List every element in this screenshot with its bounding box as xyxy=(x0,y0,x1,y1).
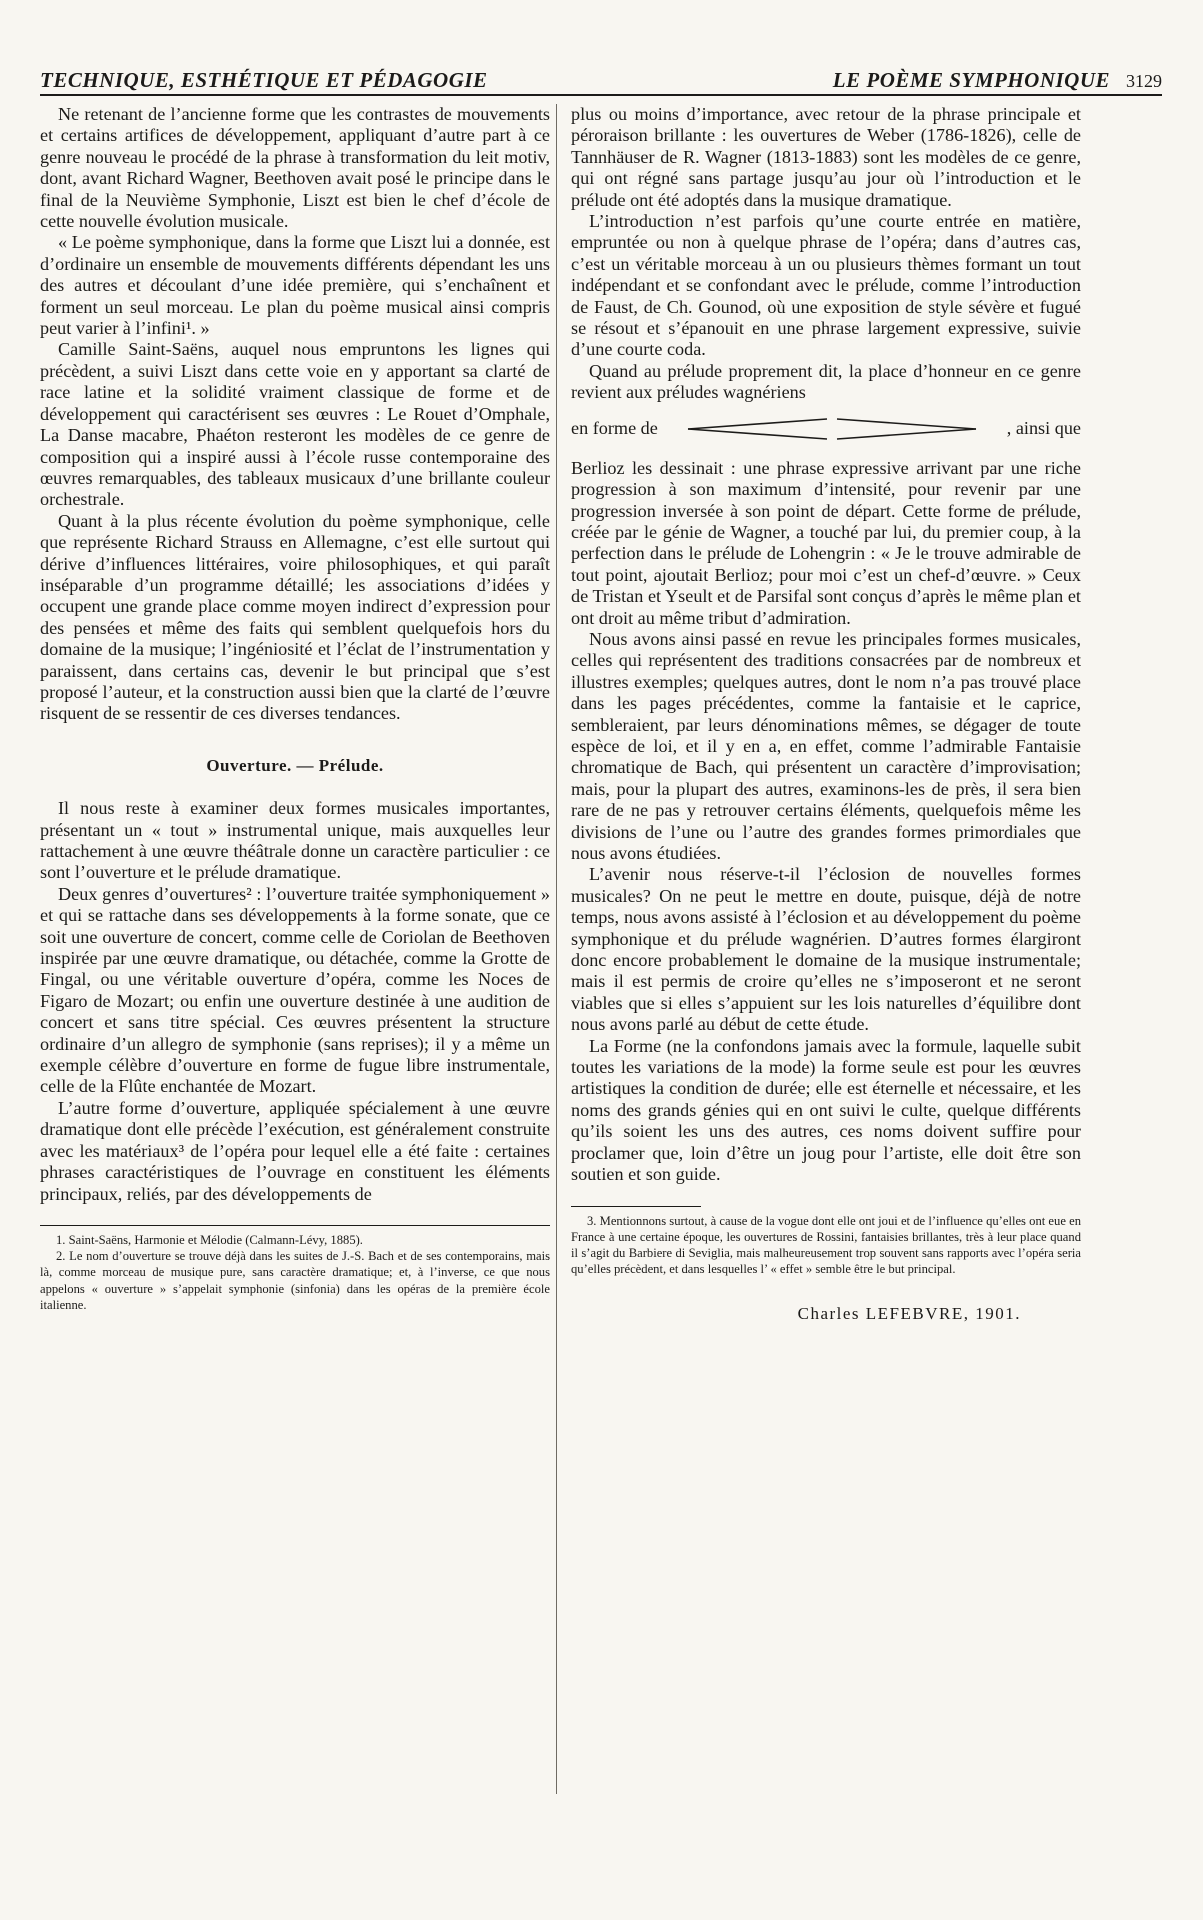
paragraph: Berlioz les dessinait : une phrase expressive arrivant par une riche progression à son maximum d’intensité, pour revenir par une progression inversée à son point de départ. Cette forme de prélude, créée par le génie de Wagner, a touché par lui, du premier coup, à la perfection dans le prélude de Lohengrin : « Je le trouve admirable de tout point, ajoutait Berlioz; pour moi c’est un chef-d’œuvre. » Ceux de Tristan et Yseult et de Parsifal sont conçus d’après le même plan et ont droit au même tribut d’admiration. xyxy=(571,457,1081,628)
footnote-rule xyxy=(571,1206,701,1207)
right-column xyxy=(571,104,1081,1325)
footnote: 1. Saint-Saëns, Harmonie et Mélodie (Calmann-Lévy, 1885). xyxy=(56,1232,363,1247)
paragraph: Quant à la plus récente évolution du poème symphonique, celle que représente Richard Strauss en Allemagne, c’est elle surtout qui dérive d’influences littéraires, voire philosophiques, et qui paraît inséparable d’un programme détaillé; les associations d’idées y occupent une grande place comme moyen indirect d’expression pour des pensées et même des faits qui semblent quelquefois hors du domaine de la musique; l’ingéniosité et l’éclat de l’instrumentation y paraissent, dans certains cas, devenir le but principal que s’est proposé l’auteur, et la construction aussi bien que la clarté de l’œuvre risquent de se ressentir de ces diverses tendances. xyxy=(40,510,550,724)
paragraph: plus ou moins d’importance, avec retour de la phrase principale et péroraison brillante : les ouvertures de Weber (1786-1826), celle de Tannhäuser de R. Wagner (1813-1883) sont les modèles de ce genre, qui ont régné sans partage jusqu’au jour où l’introduction et le prélude ont été adoptés dans la musique dramatique. xyxy=(571,104,1081,210)
header-right-title: LE POÈME SYMPHONIQUE xyxy=(832,68,1110,92)
right-footnotes xyxy=(571,1206,1081,1278)
hairpin-line xyxy=(571,412,1081,446)
paragraph: Deux genres d’ouvertures² : l’ouverture traitée symphoniquement » et qui se rattache dans ses développements à la forme sonate, que ce soit une ouverture de concert, comme celle de Coriolan de Beethoven inspirée par une œuvre dramatique, ou détachée, comme la Grotte de Fingal, ou une véritable ouverture d’opéra, comme les Noces de Figaro de Mozart; ou enfin une ouverture destinée à une audition de concert et sans titre spécial. Ces œuvres présentent la structure ordinaire d’un allegro de symphonie (sans reprises); il y a même un exemple célèbre d’ouverture en forme de fugue libre instrumentale, celle de la Flûte enchantée de Mozart. xyxy=(40,883,550,1097)
page-number: 3129 xyxy=(1126,71,1162,91)
paragraph: « Le poème symphonique, dans la forme que Liszt lui a donnée, est d’ordinaire un ensemble de mouvements différents dépendant les uns des autres et découlant d’une idée première, qui s’enchaînent et forment un seul morceau. Le plan du poème musical ainsi compris peut varier à l’infini¹. » xyxy=(40,232,550,339)
running-header xyxy=(40,64,1162,96)
hairpin-suffix: , ainsi que xyxy=(1006,417,1081,438)
paragraph: L’avenir nous réserve-t-il l’éclosion de nouvelles formes musicales? On ne peut le mettre en doute, puisque, déjà de notre temps, nous avons assisté à l’éclosion et au développement du poème symphonique et du prélude wagnérien. D’autres formes élargiront donc encore probablement le domaine de la musique instrumentale; mais il est permis de croire qu’elles ne s’imposeront et ne seront viables que si elles s’appuient sur les lois naturelles d’équilibre dont nous avons parlé au début de cette étude. xyxy=(571,864,1081,1035)
hairpin-prefix: en forme de xyxy=(571,417,658,438)
footnote: 2. Le nom d’ouverture se trouve déjà dans les suites de J.-S. Bach et de ses contemporains, mais là, comme morceau de musique pure, sans caractère dramatique; et, à l’inverse, ce que nous appelons « ouverture » s’appelait symphonie (sinfonia) dans les opéras de la première école italienne. xyxy=(40,1249,550,1312)
paragraph: L’autre forme d’ouverture, appliquée spécialement à une œuvre dramatique dont elle précède l’exécution, est généralement construite avec les matériaux³ de l’opéra pour lequel elle a été faite : certaines phrases caractéristiques de l’ouvrage en constituent les éléments principaux, reliés, par des développements de xyxy=(40,1097,550,1204)
author-signature: Charles LEFEBVRE, 1901. xyxy=(797,1304,1021,1324)
paragraph: Quand au prélude proprement dit, la place d’honneur en ce genre revient aux préludes wagnériens xyxy=(571,360,1081,403)
paragraph: Il nous reste à examiner deux formes musicales importantes, présentant un « tout » instrumental unique, mais auxquelles leur rattachement à une œuvre théâtrale donne un caractère particulier : ce sont l’ouverture et le prélude dramatique. xyxy=(40,798,550,883)
left-column xyxy=(40,104,550,1313)
column-divider xyxy=(556,104,557,1794)
header-right xyxy=(833,68,1162,94)
crescendo-decrescendo-hairpin-icon xyxy=(682,412,982,446)
left-footnotes xyxy=(40,1225,550,1313)
paragraph: La Forme (ne la confondons jamais avec la formule, laquelle subit toutes les variations de la mode) la forme seule est pour les œuvres artistiques la condition de durée; elle est éternelle et nécessaire, et les noms des grands génies qui en ont suivi le culte, quelque différents qu’ils soient les uns des autres, ces noms doivent suffire pour proclamer que, loin d’être un joug pour l’artiste, elle doit être son soutien et son guide. xyxy=(571,1035,1081,1185)
paragraph: Camille Saint-Saëns, auquel nous empruntons les lignes qui précèdent, a suivi Liszt dans cette voie en y apportant sa clarté de race latine et la solidité vraiment classique de forme et de développement qui caractérisent ses œuvres : Le Rouet d’Omphale, La Danse macabre, Phaéton resteront les modèles de ce genre de composition qui a inspiré aussi à l’école russe contemporaine des œuvres remarquables, des tableaux musicaux d’une brillante couleur orchestrale. xyxy=(40,339,550,510)
section-title: Ouverture. — Prélude. xyxy=(206,755,384,775)
footnote: 3. Mentionnons surtout, à cause de la vogue dont elle ont joui et de l’influence qu’elles ont eue en France à une certaine époque, les ouvertures de Rossini, fantaisies brillantes, très à leur place quand il s’agit du Barbiere di Seviglia, mais malheureusement trop souvent sans rapports avec l’opéra seria qu’elles précèdent, et dans lesquelles l’ « effet » semble être le but principal. xyxy=(571,1213,1081,1277)
header-left-title: TECHNIQUE, ESTHÉTIQUE ET PÉDAGOGIE xyxy=(40,68,488,92)
paragraph: Nous avons ainsi passé en revue les principales formes musicales, celles qui représentent des traditions consacrées par de nombreux et illustres exemples; quelques autres, dont le nom n’a pas trouvé place dans les pages précédentes, comme la fantaisie et le caprice, sembleraient, par leurs dénominations mêmes, se dégager de toute espèce de loi, et il y en a, en effet, comme l’admirable Fantaisie chromatique de Bach, qui présentent un caractère d’improvisation; mais, pour la plupart des autres, examinons-les de près, il sera bien rare de ne pas y retrouver certains éléments, quelquefois même les divisions de l’une ou l’autre des grandes formes primordiales que nous avons étudiées. xyxy=(571,628,1081,863)
paragraph: Ne retenant de l’ancienne forme que les contrastes de mouvements et certains artifices de développement, appliquant d’autre part à ce genre nouveau le procédé de la phrase à transformation du leit motiv, dont, avant Richard Wagner, Beethoven avait posé le principe dans le final de la Neuvième Symphonie, Liszt est bien le chef d’école de cette nouvelle évolution musicale. xyxy=(40,104,550,232)
paragraph: L’introduction n’est parfois qu’une courte entrée en matière, empruntée ou non à quelque phrase de l’opéra; dans d’autres cas, c’est un véritable morceau à un ou plusieurs thèmes formant un tout indépendant et se confondant avec le prélude, comme l’introduction de Faust, de Ch. Gounod, où une exposition de style sévère et fugué se résout et s’épanouit en une phrase largement expressive, suivie d’une courte coda. xyxy=(571,211,1081,360)
